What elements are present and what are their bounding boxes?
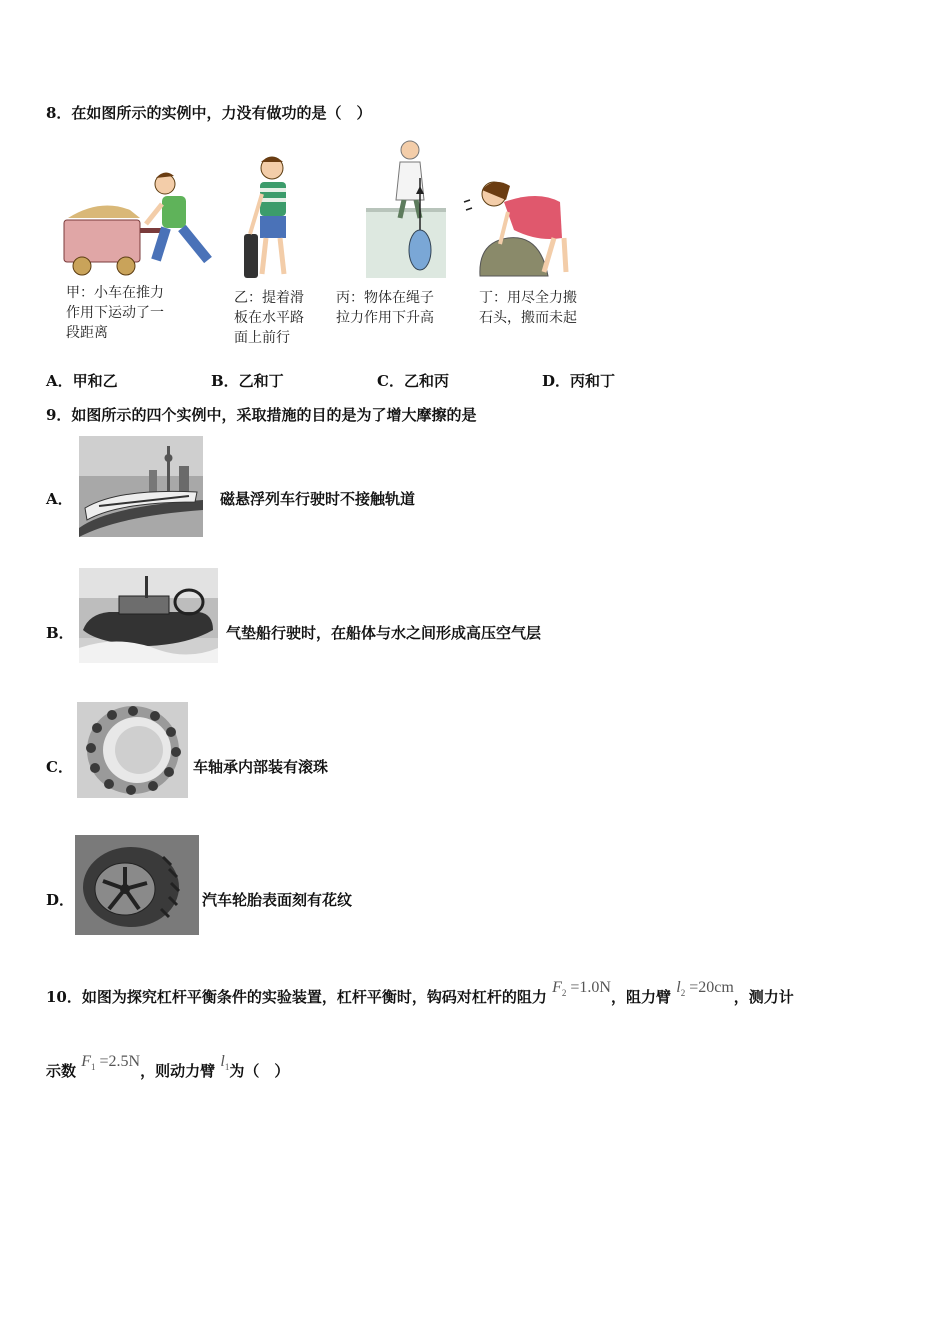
q10-text: 10．如图为探究杠杆平衡条件的实验装置，杠杆平衡时，钩码对杠杆的阻力 (46, 988, 547, 1006)
car-tire-photo (75, 835, 199, 935)
q9-option-a-text: 磁悬浮列车行驶时不接触轨道 (220, 490, 416, 508)
q8-image-cart-push (60, 168, 225, 278)
f1-value: =2.5N (99, 1053, 141, 1070)
question-10-line-1 (46, 979, 794, 1008)
q8-option-a: A．甲和乙 (46, 372, 118, 390)
q8-image-rope-lift (366, 138, 456, 278)
l1-symbol: l (220, 1053, 225, 1070)
caption-line: 段距离 (66, 325, 108, 341)
q8-image-rock-push (458, 172, 583, 280)
caption-line: 乙：提着滑 (234, 290, 304, 306)
q8-caption-jia (66, 283, 164, 343)
q9-option-d-letter: D． (46, 891, 75, 909)
q10-text: ，阻力臂 (610, 988, 671, 1006)
l1-subscript: 1 (224, 1062, 230, 1073)
q8-option-c: C．乙和丙 (377, 372, 449, 390)
f2-symbol: F (552, 979, 562, 996)
ball-bearing-photo (77, 702, 188, 798)
q9-option-c-text: 车轴承内部装有滚珠 (193, 758, 329, 776)
q10-text: ，测力计 (733, 988, 794, 1006)
q8-caption-bing (336, 288, 434, 328)
q10-text: 示数 (46, 1062, 77, 1080)
l2-symbol: l (676, 979, 681, 996)
question-10-line-2 (46, 1053, 290, 1082)
caption-line: 拉力作用下升高 (336, 310, 434, 326)
f1-subscript: 1 (91, 1062, 96, 1073)
caption-line: 丁：用尽全力搬 (479, 290, 577, 306)
f2-value: =1.0N (570, 979, 611, 996)
q8-caption-ding (479, 288, 577, 328)
maglev-train-photo (79, 436, 203, 537)
l2-subscript: 2 (680, 988, 686, 999)
question-8-stem: 8．在如图所示的实例中，力没有做功的是（ ） (46, 104, 372, 122)
f1-symbol: F (81, 1053, 92, 1070)
l2-formula (676, 979, 734, 999)
q9-option-a-letter: A． (46, 490, 73, 508)
caption-line: 面上前行 (234, 330, 290, 346)
f2-formula (552, 979, 611, 999)
caption-line: 丙：物体在绳子 (336, 290, 434, 306)
q8-caption-yi (234, 288, 304, 348)
f1-formula (81, 1053, 141, 1073)
question-9-stem: 9．如图所示的四个实例中，采取措施的目的是为了增大摩擦的是 (46, 406, 477, 424)
caption-line: 板在水平路 (234, 310, 304, 326)
caption-line: 作用下运动了一 (66, 305, 164, 321)
caption-line: 甲：小车在推力 (66, 285, 164, 301)
q9-option-b-text: 气垫船行驶时，在船体与水之间形成高压空气层 (226, 624, 542, 642)
q8-option-b: B．乙和丁 (211, 372, 284, 390)
q8-option-d: D．丙和丁 (542, 372, 616, 390)
hovercraft-photo (79, 568, 218, 663)
l2-value: =20cm (689, 979, 734, 996)
q10-text: 为（ ） (229, 1062, 290, 1080)
q9-option-c-letter: C． (46, 758, 73, 776)
q9-option-b-letter: B． (46, 624, 74, 642)
f2-subscript: 2 (561, 988, 567, 999)
q10-text: ，则动力臂 (140, 1062, 216, 1080)
l1-formula (220, 1053, 230, 1073)
caption-line: 石头，搬而未起 (479, 310, 577, 326)
q8-image-skateboard-carry (238, 154, 308, 284)
q9-option-d-text: 汽车轮胎表面刻有花纹 (202, 891, 353, 909)
